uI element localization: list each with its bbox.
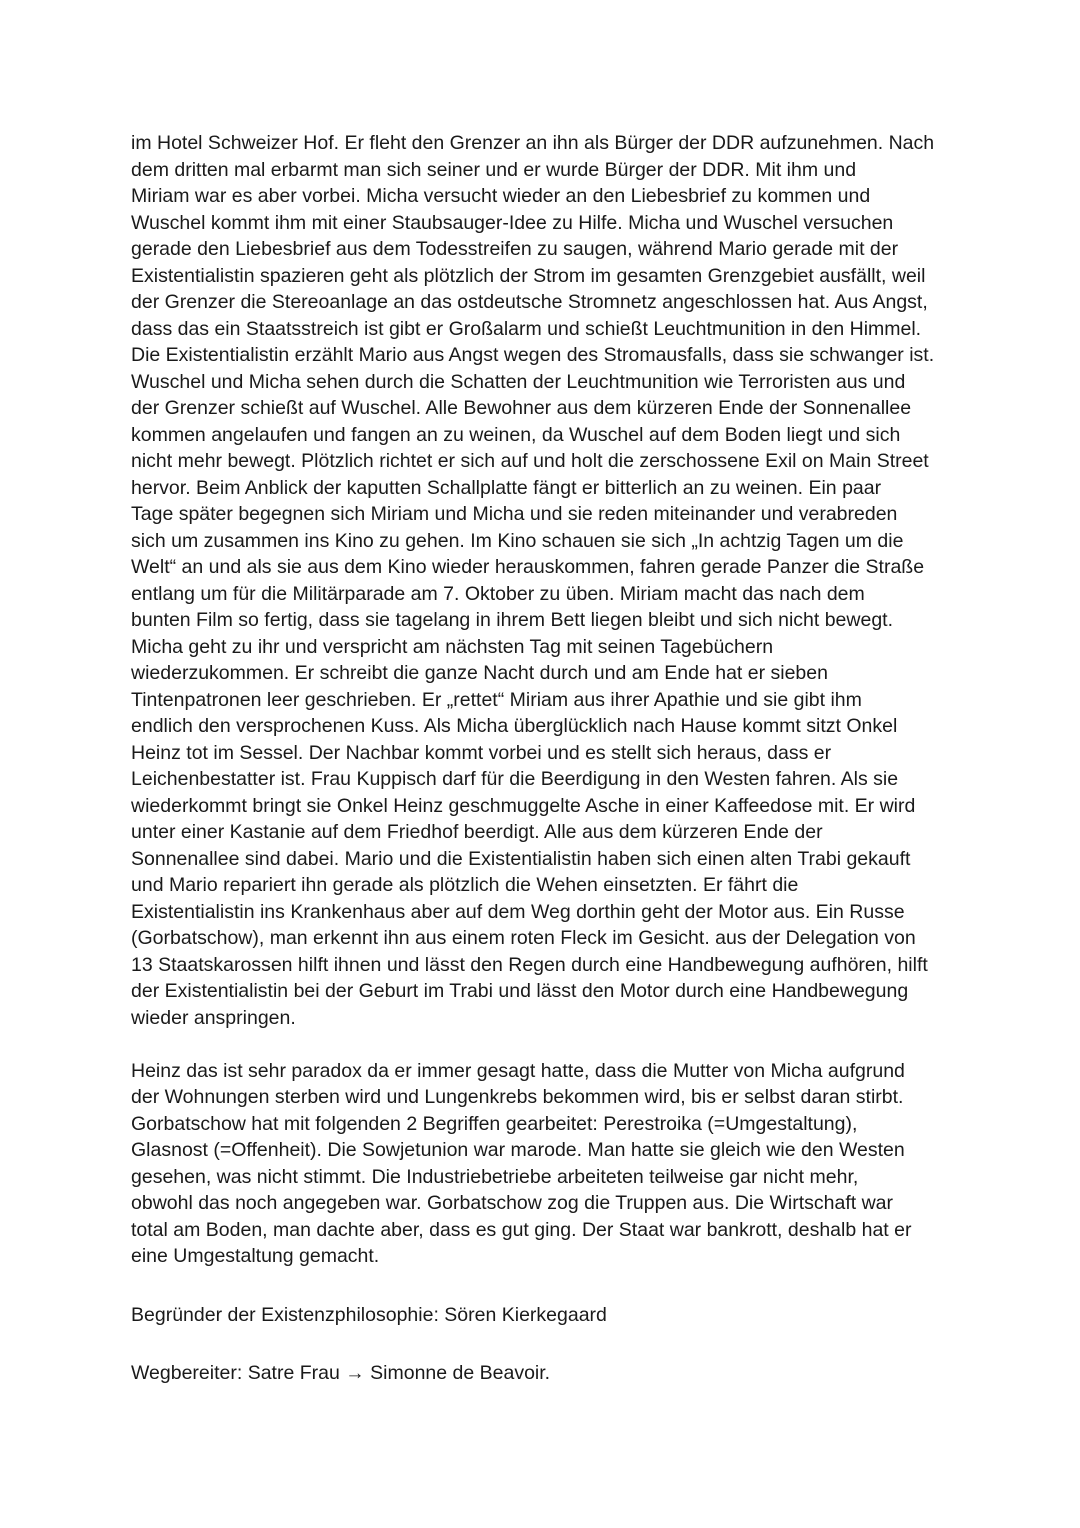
text-line: Gorbatschow hat mit folgenden 2 Begriffen gearbeitet: Perestroika (=Umgestaltung), [131, 1112, 858, 1135]
text-line: Micha geht zu ihr und verspricht am nächsten Tag mit seinen Tagebüchern [131, 635, 774, 658]
text-line: Wuschel und Micha sehen durch die Schatten der Leuchtmunition wie Terroristen aus und [131, 370, 906, 393]
text-line: (Gorbatschow), man erkennt ihn aus einem roten Fleck im Gesicht. aus der Delegation von [131, 927, 916, 949]
text-line: obwohl das noch angegeben war. Gorbatschow zog die Truppen aus. Die Wirtschaft war [131, 1192, 894, 1214]
text-line: der Wohnungen sterben wird und Lungenkrebs bekommen wird, bis er selbst daran stirbt. [131, 1086, 904, 1108]
text-line: Begründer der Existenzphilosophie: Sören Kierkegaard [131, 1303, 607, 1326]
text-line: Tintenpatronen leer geschrieben. Er „rettet“ Miriam aus ihrer Apathie und sie gibt ihm [131, 688, 862, 711]
document-page [131, 130, 961, 1387]
text-line: der Existentialistin bei der Geburt im Trabi und lässt den Motor durch eine Handbewegung [131, 980, 909, 1002]
text-line: unter einer Kastanie auf dem Friedhof beerdigt. Alle aus dem kürzeren Ende der [131, 821, 823, 843]
paragraph-pioneer [131, 1360, 961, 1387]
text-line: dass das ein Staatsstreich ist gibt er Großalarm und schießt Leuchtmunition in den Himmel. [131, 317, 922, 340]
text-line: Leichenbestatter ist. Frau Kuppisch darf für die Beerdigung in den Westen fahren. Als sie [131, 768, 899, 790]
text-line: Glasnost (=Offenheit). Die Sowjetunion war marode. Man hatte sie gleich wie den Westen [131, 1139, 905, 1161]
text-line: wieder anspringen. [131, 1006, 296, 1029]
text-line: sich um zusammen ins Kino zu gehen. Im Kino schauen sie sich „In achtzig Tagen um die [131, 529, 904, 552]
text-line: eine Umgestaltung gemacht. [131, 1245, 380, 1267]
text-line: Sonnenallee sind dabei. Mario und die Existentialistin haben sich einen alten Trabi gekauft [131, 847, 911, 870]
text-line: Miriam war es aber vorbei. Micha versucht wieder an den Liebesbrief zu kommen und [131, 185, 871, 207]
text-line: und Mario repariert ihn gerade als plötzlich die Wehen einsetzten. Er fährt die [131, 874, 799, 896]
text-line: entlang um für die Militärparade am 7. Oktober zu üben. Miriam macht das nach dem [131, 582, 865, 605]
text-line: bunten Film so fertig, dass sie tagelang in ihrem Bett liegen bleibt und sich nicht bewegt. [131, 609, 894, 631]
text-line: Existentialistin spazieren geht als plötzlich der Strom im gesamten Grenzgebiet ausfällt, weil [131, 264, 926, 287]
text-line: wiederzukommen. Er schreibt die ganze Nacht durch und am Ende hat er sieben [131, 662, 828, 684]
text-line: Heinz tot im Sessel. Der Nachbar kommt vorbei und es stellt sich heraus, dass er [131, 741, 832, 764]
text-line: dem dritten mal erbarmt man sich seiner und er wurde Bürger der DDR. Mit ihm und [131, 158, 857, 181]
paragraph-plot-summary [131, 130, 961, 1031]
text-line: kommen angelaufen und fangen an zu weinen, da Wuschel auf dem Boden liegt und sich [131, 423, 901, 446]
text-line: nicht mehr bewegt. Plötzlich richtet er sich auf und holt die zerschossene Exil on Main Street [131, 450, 929, 472]
text-line: Tage später begegnen sich Miriam und Micha und sie reden miteinander und verabreden [131, 503, 898, 525]
text-line: Heinz das ist sehr paradox da er immer gesagt hatte, dass die Mutter von Micha aufgrund [131, 1059, 905, 1082]
text-line: total am Boden, man dachte aber, dass es gut ging. Der Staat war bankrott, deshalb hat er [131, 1218, 912, 1241]
text-line: gerade den Liebesbrief aus dem Todesstreifen zu saugen, während Mario gerade mit der [131, 238, 899, 260]
text-line: im Hotel Schweizer Hof. Er fleht den Grenzer an ihn als Bürger der DDR aufzunehmen. Nach [131, 132, 935, 154]
paragraph-founder [131, 1302, 961, 1329]
text-line: Existentialistin ins Krankenhaus aber auf dem Weg dorthin geht der Motor aus. Ein Russe [131, 900, 905, 923]
text-line: der Grenzer die Stereoanlage an das ostdeutsche Stromnetz angeschlossen hat. Aus Angst, [131, 291, 928, 313]
text-line: Wegbereiter: Satre Frau → Simonne de Beavoir. [131, 1362, 551, 1384]
text-line: Welt“ an und als sie aus dem Kino wieder herauskommen, fahren gerade Panzer die Straße [131, 556, 925, 578]
text-line: 13 Staatskarossen hilft ihnen und lässt den Regen durch eine Handbewegung aufhören, hilft [131, 953, 928, 976]
text-line: Die Existentialistin erzählt Mario aus Angst wegen des Stromausfalls, dass sie schwanger ist. [131, 344, 935, 366]
text-line: gesehen, was nicht stimmt. Die Industriebetriebe arbeiteten teilweise gar nicht mehr, [131, 1165, 859, 1188]
text-line: der Grenzer schießt auf Wuschel. Alle Bewohner aus dem kürzeren Ende der Sonnenallee [131, 397, 912, 419]
paragraph-spacer [131, 1328, 961, 1360]
paragraph-spacer [131, 1031, 961, 1058]
text-line: endlich den versprochenen Kuss. Als Micha überglücklich nach Hause kommt sitzt Onkel [131, 715, 898, 737]
paragraph-gorbatschow [131, 1058, 961, 1270]
text-line: hervor. Beim Anblick der kaputten Schallplatte fängt er bitterlich an zu weinen. Ein paar [131, 476, 882, 499]
text-line: Wuschel kommt ihm mit einer Staubsauger-Idee zu Hilfe. Micha und Wuschel versuchen [131, 211, 894, 234]
paragraph-spacer [131, 1270, 961, 1302]
text-line: wiederkommt bringt sie Onkel Heinz geschmuggelte Asche in einer Kaffeedose mit. Er wird [131, 794, 916, 817]
